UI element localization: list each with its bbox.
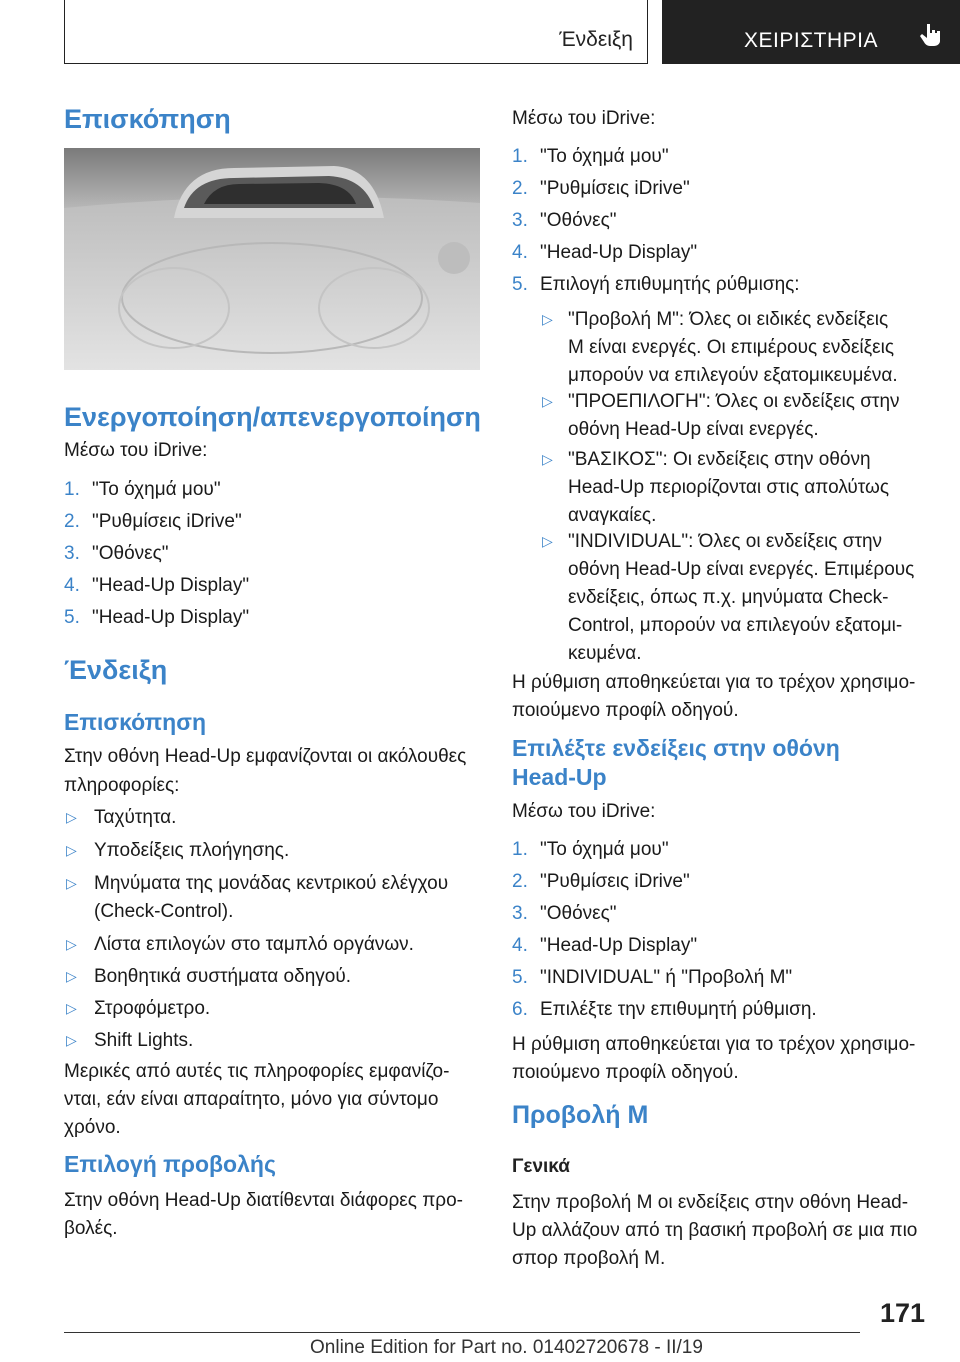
- general-line-2: Up αλλάζουν από τη βασική προβολή σε μια πιο: [512, 1220, 918, 1241]
- hud-dashboard-photo: [64, 148, 480, 370]
- list-item: 5. Επιλογή επιθυμητής ρύθμισης:: [512, 274, 800, 295]
- bullet-item-cont: (Check-Control).: [94, 901, 234, 922]
- heading-activate: Ενεργοποίηση/απενεργοποίηση: [64, 402, 481, 432]
- general-line-1: Στην προβολή M οι ενδείξεις στην οθόνη Head-: [512, 1192, 909, 1213]
- heading-select-view: Επιλογή προβολής: [64, 1151, 276, 1177]
- sub-item-line: αναγκαίες.: [568, 505, 657, 526]
- intro-line-2: πληροφορίες:: [64, 775, 180, 796]
- heading-overview: Επισκόπηση: [64, 104, 231, 134]
- saved-note-1b: ποιούμενο προφίλ οδηγού.: [512, 700, 739, 721]
- note-line-1: Μερικές από αυτές τις πληροφορίες εμφανίζο-: [64, 1061, 450, 1082]
- heading-display: Ένδειξη: [64, 655, 168, 685]
- bullet-triangle-icon: ▷: [66, 842, 77, 858]
- bullet-item: Shift Lights.: [94, 1030, 194, 1051]
- list-item: 4. "Head-Up Display": [512, 935, 698, 956]
- list-item: 1. "Το όχημά μου": [512, 146, 669, 167]
- sub-item-line: Control, μπορούν να επιλεγούν εξατομι-: [568, 615, 903, 636]
- header-chapter-title: ΧΕΙΡΙΣΤΗΡΙΑ: [744, 29, 879, 52]
- page-number: 171: [880, 1298, 926, 1328]
- sub-item-line: "Προβολή M": Όλες οι ειδικές ενδείξεις: [568, 309, 889, 330]
- bullet-item: Λίστα επιλογών στο ταμπλό οργάνων.: [94, 934, 414, 955]
- note-line-3: χρόνο.: [64, 1117, 121, 1138]
- header-chapter-box[interactable]: [662, 0, 960, 64]
- bullet-triangle-icon: ▷: [542, 533, 553, 549]
- bullet-triangle-icon: ▷: [542, 311, 553, 327]
- list-item: 4. "Head-Up Display": [64, 575, 250, 596]
- list-item: 3. "Οθόνες": [512, 903, 617, 924]
- sub-item-line: M είναι ενεργές. Οι επιμέρους ενδείξεις: [568, 337, 895, 358]
- sub-item-line: Head-Up περιορίζονται στις απολύτως: [568, 477, 889, 498]
- list-item: 6. Επιλέξτε την επιθυμητή ρύθμιση.: [512, 999, 817, 1020]
- footer-divider: [64, 1332, 860, 1333]
- header-section-title: Ένδειξη: [559, 28, 633, 51]
- saved-note-1: Η ρύθμιση αποθηκεύεται για το τρέχον χρησιμο-: [512, 672, 916, 693]
- sub-item-line: κευμένα.: [568, 643, 642, 664]
- bullet-item: Μηνύματα της μονάδας κεντρικού ελέγχου: [94, 873, 449, 894]
- saved-note-2: Η ρύθμιση αποθηκεύεται για το τρέχον χρησιμο-: [512, 1034, 916, 1055]
- heading-m-view: Προβολή M: [512, 1101, 649, 1129]
- saved-note-2b: ποιούμενο προφίλ οδηγού.: [512, 1062, 739, 1083]
- heading-choose-displays: Επιλέξτε ενδείξεις στην οθόνη Head-Up: [512, 735, 840, 790]
- list-item: 5. "INDIVIDUAL" ή "Προβολή M": [512, 967, 793, 988]
- bullet-triangle-icon: ▷: [542, 393, 553, 409]
- sub-item-line: "ΠΡΟΕΠΙΛΟΓΗ": Όλες οι ενδείξεις στην: [568, 391, 900, 412]
- list-item: 1. "Το όχημά μου": [64, 479, 221, 500]
- list-item: 2. "Ρυθμίσεις iDrive": [512, 178, 690, 199]
- header-section-box: [64, 0, 648, 64]
- via-idrive-3: Μέσω του iDrive:: [512, 801, 656, 822]
- bullet-triangle-icon: ▷: [66, 1000, 77, 1016]
- intro-line-1: Στην οθόνη Head-Up εμφανίζονται οι ακόλουθες: [64, 746, 467, 767]
- sub-item-line: "ΒΑΣΙΚΟΣ": Οι ενδείξεις στην οθόνη: [568, 449, 871, 470]
- bullet-item: Βοηθητικά συστήματα οδηγού.: [94, 966, 351, 987]
- list-item: 5. "Head-Up Display": [64, 607, 250, 628]
- select-text-2: βολές.: [64, 1218, 118, 1239]
- via-idrive-1: Μέσω του iDrive:: [64, 440, 208, 461]
- bullet-triangle-icon: ▷: [66, 1032, 77, 1048]
- sub-item-line: "INDIVIDUAL": Όλες οι ενδείξεις στην: [568, 531, 883, 552]
- bullet-triangle-icon: ▷: [66, 936, 77, 952]
- sub-item-line: οθόνη Head-Up είναι ενεργές.: [568, 419, 819, 440]
- general-line-3: σπορ προβολή M.: [512, 1248, 666, 1269]
- bullet-triangle-icon: ▷: [66, 875, 77, 891]
- bullet-triangle-icon: ▷: [542, 451, 553, 467]
- sub-item-line: οθόνη Head-Up είναι ενεργές. Επιμέρους: [568, 559, 915, 580]
- via-idrive-2: Μέσω του iDrive:: [512, 108, 656, 129]
- sub-item-line: ενδείξεις, όπως π.χ. μηνύματα Check-: [568, 587, 889, 608]
- select-text-1: Στην οθόνη Head-Up διατίθενται διάφορες προ-: [64, 1190, 464, 1211]
- list-item: 3. "Οθόνες": [512, 210, 617, 231]
- list-item: 4. "Head-Up Display": [512, 242, 698, 263]
- note-line-2: νται, εάν είναι απαραίτητο, μόνο για σύντομο: [64, 1089, 439, 1110]
- sub-item-line: μπορούν να επιλεγούν εξατομικευμένα.: [568, 365, 898, 386]
- list-item: 1. "Το όχημά μου": [512, 839, 669, 860]
- bullet-item: Στροφόμετρο.: [94, 998, 211, 1019]
- list-item: 3. "Οθόνες": [64, 543, 169, 564]
- heading-overview-2: Επισκόπηση: [64, 709, 206, 735]
- bullet-triangle-icon: ▷: [66, 809, 77, 825]
- hand-pointer-icon: [918, 22, 944, 48]
- bullet-triangle-icon: ▷: [66, 968, 77, 984]
- heading-general: Γενικά: [512, 1156, 570, 1177]
- list-item: 2. "Ρυθμίσεις iDrive": [64, 511, 242, 532]
- list-item: 2. "Ρυθμίσεις iDrive": [512, 871, 690, 892]
- bullet-item: Ταχύτητα.: [94, 807, 177, 828]
- bullet-item: Υποδείξεις πλοήγησης.: [94, 840, 290, 861]
- footer-edition: Online Edition for Part no. 01402720678 - II/19: [310, 1337, 703, 1358]
